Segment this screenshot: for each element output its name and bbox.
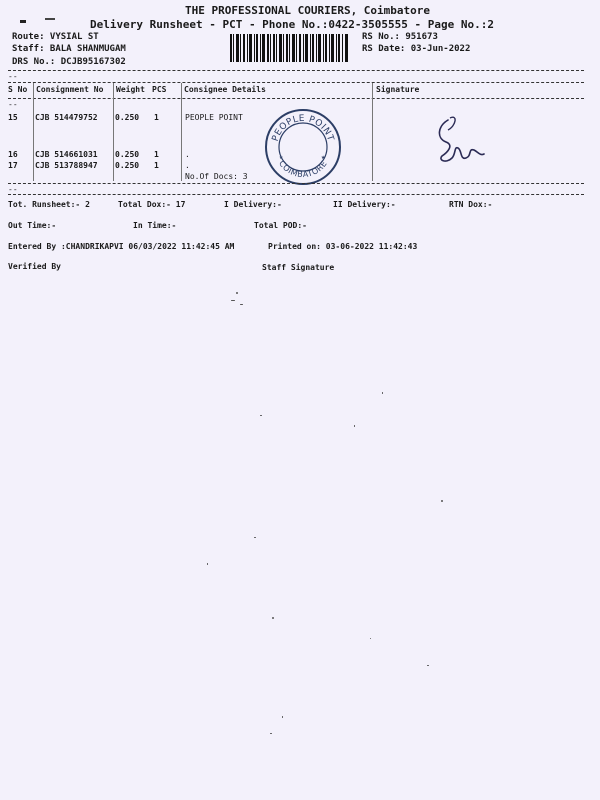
total-dox: Total Dox:- 17	[118, 200, 186, 209]
column-divider	[181, 83, 182, 181]
barcode-image	[230, 34, 348, 62]
handwritten-signature	[428, 112, 498, 172]
scan-speck	[240, 304, 243, 305]
company-stamp	[263, 107, 343, 187]
row-consignment: CJB 513788947	[35, 161, 98, 170]
row-sno: 15	[8, 113, 18, 122]
separator-line	[8, 70, 584, 71]
stamp-bottom-text: COIMBATORE	[277, 159, 329, 180]
corner-mark	[45, 18, 55, 20]
printed-on: Printed on: 03-06-2022 11:42:43	[268, 242, 418, 251]
corner-mark	[20, 20, 26, 23]
scan-speck	[231, 300, 235, 301]
scan-speck	[260, 415, 262, 416]
rs-date: RS Date: 03-Jun-2022	[362, 44, 471, 54]
column-divider	[33, 83, 34, 181]
svg-text:★: ★	[321, 153, 326, 161]
scan-speck	[207, 563, 208, 565]
docs-count: No.Of Docs: 3	[185, 172, 248, 181]
separator-marker: --	[8, 185, 18, 194]
col-header-signature: Signature	[376, 85, 420, 94]
scan-speck	[370, 638, 371, 639]
scan-speck	[354, 425, 355, 427]
row-consignee: .	[185, 150, 190, 159]
scan-speck	[441, 500, 443, 502]
row-weight: 0.250	[115, 161, 140, 170]
tot-runsheet: Tot. Runsheet:- 2	[8, 200, 90, 209]
separator-line	[8, 82, 584, 83]
scan-speck	[236, 292, 238, 294]
col-header-pcs: PCS	[152, 85, 167, 94]
scan-speck	[272, 617, 274, 619]
row-pcs: 1	[154, 161, 159, 170]
row-consignment: CJB 514479752	[35, 113, 98, 122]
row-sno: 16	[8, 150, 18, 159]
stamp-top-text: PEOPLE POINT	[270, 113, 336, 143]
row-pcs: 1	[154, 150, 159, 159]
col-header-consignment: Consignment No	[36, 85, 104, 94]
scan-speck	[254, 537, 256, 538]
in-time: In Time:-	[133, 221, 177, 230]
row-consignee: PEOPLE POINT	[185, 113, 243, 122]
column-divider	[372, 83, 373, 181]
separator-marker: --	[8, 100, 18, 109]
ii-delivery: II Delivery:-	[333, 200, 396, 209]
col-header-consignee: Consignee Details	[184, 85, 266, 94]
entered-by: Entered By :CHANDRIKAPVI 06/03/2022 11:42:45 AM	[8, 242, 235, 251]
row-weight: 0.250	[115, 113, 140, 122]
row-consignee: .	[185, 161, 190, 170]
svg-text:★: ★	[279, 153, 284, 161]
drs-number: DRS No.: DCJB95167302	[12, 57, 126, 67]
separator-line	[8, 98, 584, 99]
total-pod: Total POD:-	[254, 221, 307, 230]
row-pcs: 1	[154, 113, 159, 122]
scan-speck	[282, 716, 283, 718]
row-consignment: CJB 514661031	[35, 150, 98, 159]
separator-marker: --	[8, 72, 18, 81]
staff-label: Staff: BALA SHANMUGAM	[12, 44, 126, 54]
verified-by: Verified By	[8, 262, 61, 271]
out-time: Out Time:-	[8, 221, 57, 230]
separator-line	[8, 183, 584, 184]
i-delivery: I Delivery:-	[224, 200, 282, 209]
col-header-sno: S No	[8, 85, 28, 94]
company-title: THE PROFESSIONAL COURIERS, Coimbatore	[185, 4, 431, 17]
separator-line	[8, 194, 584, 195]
svg-text:COIMBATORE	[277, 159, 329, 179]
scan-speck	[382, 392, 383, 394]
staff-signature: Staff Signature	[262, 263, 335, 272]
rtn-dox: RTN Dox:-	[449, 200, 493, 209]
row-weight: 0.250	[115, 150, 140, 159]
column-divider	[113, 83, 114, 181]
route-label: Route: VYSIAL ST	[12, 32, 99, 42]
scan-speck	[427, 665, 429, 666]
col-header-weight: Weight	[116, 85, 145, 94]
runsheet-title: Delivery Runsheet - PCT - Phone No.:0422-3505555 - Page No.:2	[90, 18, 494, 31]
rs-number: RS No.: 951673	[362, 32, 438, 42]
scan-speck	[270, 733, 272, 734]
row-sno: 17	[8, 161, 18, 170]
